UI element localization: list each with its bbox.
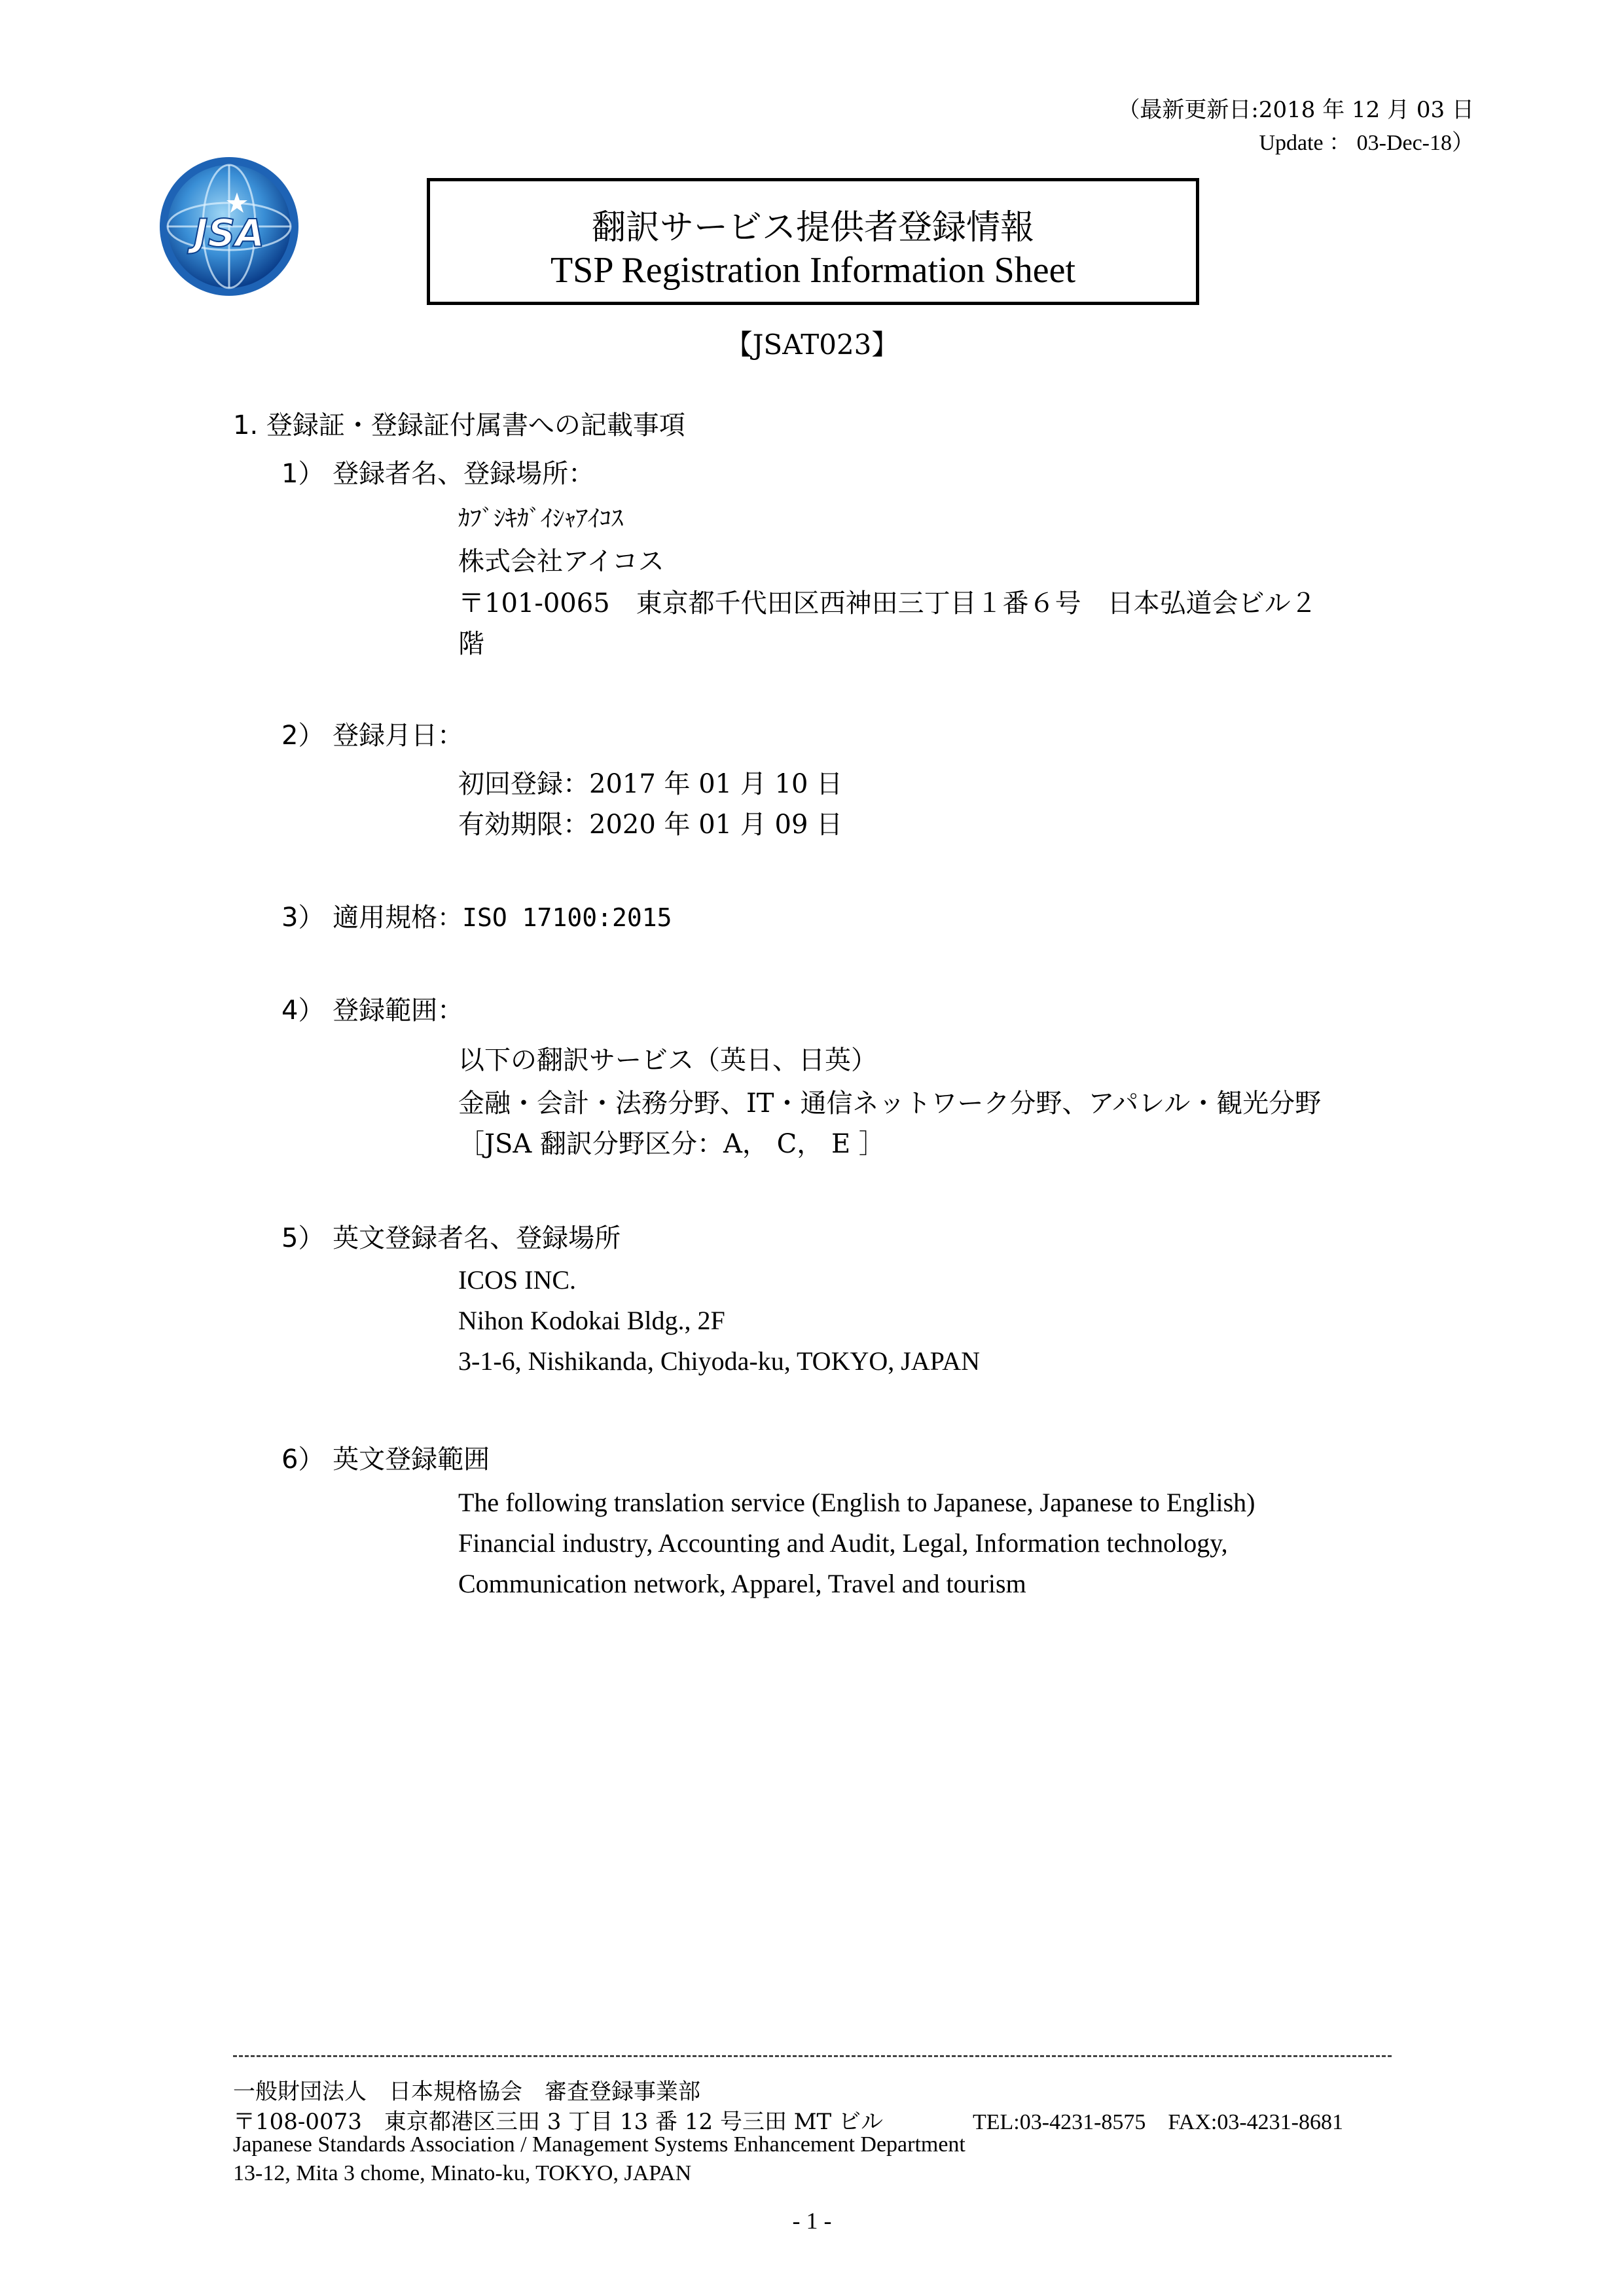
scope-line1: 以下の翻訳サービス（英日、日英） xyxy=(458,1045,877,1075)
jsa-logo xyxy=(157,154,301,298)
scope-line3: ［JSA 翻訳分野区分：A， C， E ］ xyxy=(458,1129,885,1159)
item2-colon: ： xyxy=(437,721,464,751)
item5-label: 5） 英文登録者名、登録場所 xyxy=(281,1223,621,1253)
item1-colon: ： xyxy=(568,459,595,489)
logo-text: JSA xyxy=(193,211,265,255)
english-name: ICOS INC. xyxy=(458,1265,577,1295)
english-address: 3-1-6, Nishikanda, Chiyoda-ku, TOKYO, JAPAN xyxy=(458,1346,981,1376)
last-updated-jp: （最新更新日:2018 年 12 月 03 日 xyxy=(1117,97,1474,123)
item6-label: 6） 英文登録範囲 xyxy=(281,1444,490,1475)
expiry-date: 有効期限：2020 年 01 月 09 日 xyxy=(458,810,843,840)
title-jp: 翻訳サービス提供者登録情報 xyxy=(591,208,1034,247)
footer-contact: TEL:03-4231-8575 FAX:03-4231-8681 xyxy=(973,2110,1343,2134)
scope-line2: 金融・会計・法務分野、IT・通信ネットワーク分野、アパレル・観光分野 xyxy=(458,1088,1322,1119)
last-updated-en: Update ： 03-Dec-18） xyxy=(1259,131,1474,155)
footer-divider xyxy=(233,2055,1392,2057)
item3-label: 3） 適用規格 xyxy=(281,903,438,933)
english-scope-line1: The following translation service (English to Japanese, Japanese to English) xyxy=(458,1488,1255,1517)
item1-label-text: 1） 登録者名、登録場所 xyxy=(281,459,569,489)
english-scope-line3: Communication network, Apparel, Travel and tourism xyxy=(458,1569,1026,1598)
english-scope-line2: Financial industry, Accounting and Audit, Legal, Information technology, xyxy=(458,1528,1228,1558)
item3-row xyxy=(281,897,672,934)
footer-address-en: 13-12, Mita 3 chome, Minato-ku, TOKYO, JAPAN xyxy=(233,2161,692,2185)
item2-label xyxy=(281,715,463,752)
footer-org-en: Japanese Standards Association / Management Systems Enhancement Department xyxy=(233,2132,965,2157)
first-registration-date: 初回登録：2017 年 01 月 10 日 xyxy=(458,769,843,799)
footer-address-jp: 〒108-0073 東京都港区三田 3 丁目 13 番 12 号三田 MT ビル xyxy=(233,2109,884,2135)
title-en: TSP Registration Information Sheet xyxy=(550,250,1076,291)
document-code: 【JSAT023】 xyxy=(725,329,899,361)
english-building: Nihon Kodokai Bldg., 2F xyxy=(458,1306,725,1335)
item4-colon: ： xyxy=(437,996,464,1026)
applicable-standard: ：ISO 17100:2015 xyxy=(437,903,672,932)
section-1-heading: 1. 登録証・登録証付属書への記載事項 xyxy=(233,410,685,440)
item4-label xyxy=(281,990,463,1027)
footer-org-jp: 一般財団法人 日本規格協会 審査登録事業部 xyxy=(233,2079,700,2105)
item1-label xyxy=(281,453,594,490)
item4-label-text: 4） 登録範囲 xyxy=(281,996,438,1026)
item2-label-text: 2） 登録月日 xyxy=(281,721,438,751)
registrant-name: 株式会社アイコス xyxy=(458,547,664,577)
page-number: - 1 - xyxy=(792,2208,832,2234)
title-box xyxy=(427,178,1199,305)
registrant-address-line1: 〒101-0065 東京都千代田区西神田三丁目１番６号 日本弘道会ビル２ xyxy=(458,588,1317,619)
registrant-kana: ｶﾌﾞｼｷｶﾞｲｼｬｱｲｺｽ xyxy=(458,505,623,532)
registrant-address-line2: 階 xyxy=(458,629,484,659)
